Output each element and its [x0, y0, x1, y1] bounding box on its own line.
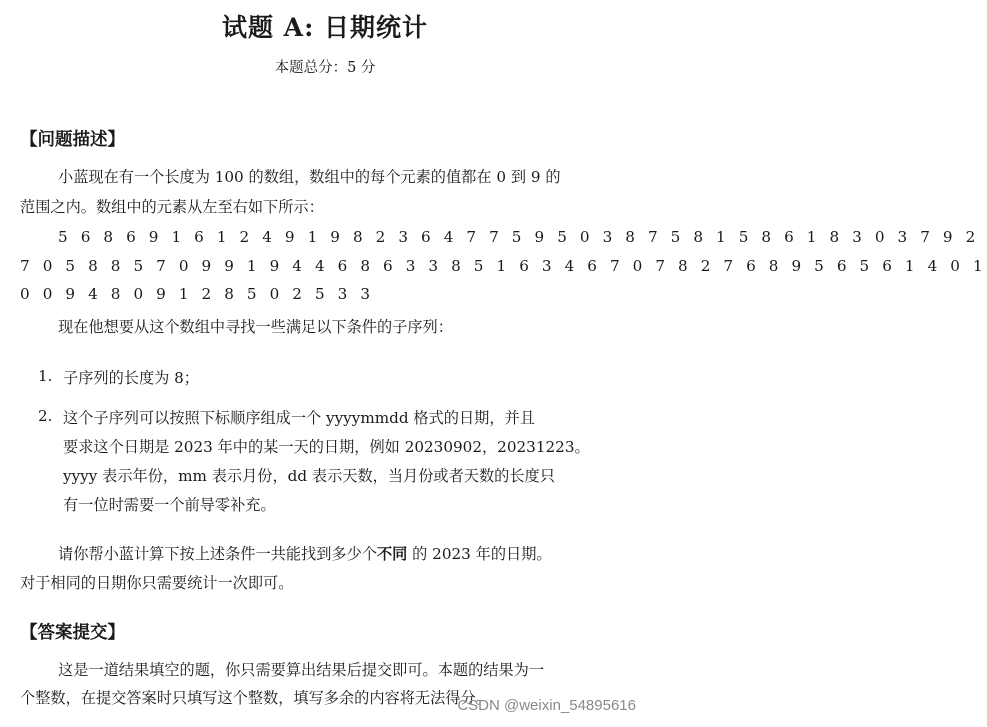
problem-description-heading: 【问题描述】 — [20, 130, 125, 150]
intro-line-1: 小蓝现在有一个长度为 100 的数组，数组中的每个元素的值都在 0 到 9 的 — [58, 168, 561, 186]
answer-line-1: 这是一道结果填空的题，你只需要算出结果后提交即可。本题的结果为一 — [58, 661, 544, 679]
intro-line-2: 范围之内。数组中的元素从左至右如下所示： — [20, 198, 324, 216]
question-text-after: 的 2023 年的日期。 — [407, 545, 552, 563]
condition-number-2: 2. — [38, 407, 53, 425]
condition-2-line-1: 这个子序列可以按照下标顺序组成一个 yyyymmdd 格式的日期，并且 — [63, 409, 535, 427]
array-digits-line-1: 5 6 8 6 9 1 6 1 2 4 9 1 9 8 2 3 6 4 7 7 5 9 5 0 3 8 7 5 8 1 5 8 6 1 8 3 0 3 7 9 2 — [58, 228, 980, 246]
csdn-watermark: CSDN @weixin_54895616 — [457, 697, 636, 714]
condition-1-line-1: 子序列的长度为 8； — [63, 369, 199, 387]
condition-2-line-2: 要求这个日期是 2023 年中的某一天的日期，例如 20230902，20231223。 — [63, 438, 590, 456]
condition-2-line-4: 有一位时需要一个前导零补充。 — [63, 496, 276, 514]
condition-2-line-3: yyyy 表示年份，mm 表示月份，dd 表示天数，当月份或者天数的长度只 — [63, 467, 555, 485]
problem-title: 试题 A: 日期统计 — [221, 13, 429, 42]
question-text-before: 请你帮小蓝计算下按上述条件一共能找到多少个 — [58, 545, 377, 563]
condition-number-1: 1. — [38, 367, 53, 385]
array-digits-line-3: 0 0 9 4 8 0 9 1 2 8 5 0 2 5 3 3 — [20, 285, 375, 303]
answer-submission-heading: 【答案提交】 — [20, 623, 125, 643]
array-digits-line-2: 7 0 5 8 8 5 7 0 9 9 1 9 4 4 6 8 6 3 3 8 5 1 6 3 4 6 7 0 7 8 2 7 6 8 9 5 6 5 6 1 4 0 1 — [20, 257, 987, 275]
question-line-1 — [58, 543, 552, 564]
emphasis-distinct: 不同 — [376, 545, 408, 563]
question-line-2: 对于相同的日期你只需要统计一次即可。 — [20, 574, 294, 592]
answer-line-2: 个整数，在提交答案时只填写这个整数，填写多余的内容将无法得分。 — [20, 689, 491, 707]
subsequence-lead: 现在他想要从这个数组中寻找一些满足以下条件的子序列： — [58, 318, 453, 336]
total-score: 本题总分：5 分 — [274, 60, 376, 76]
